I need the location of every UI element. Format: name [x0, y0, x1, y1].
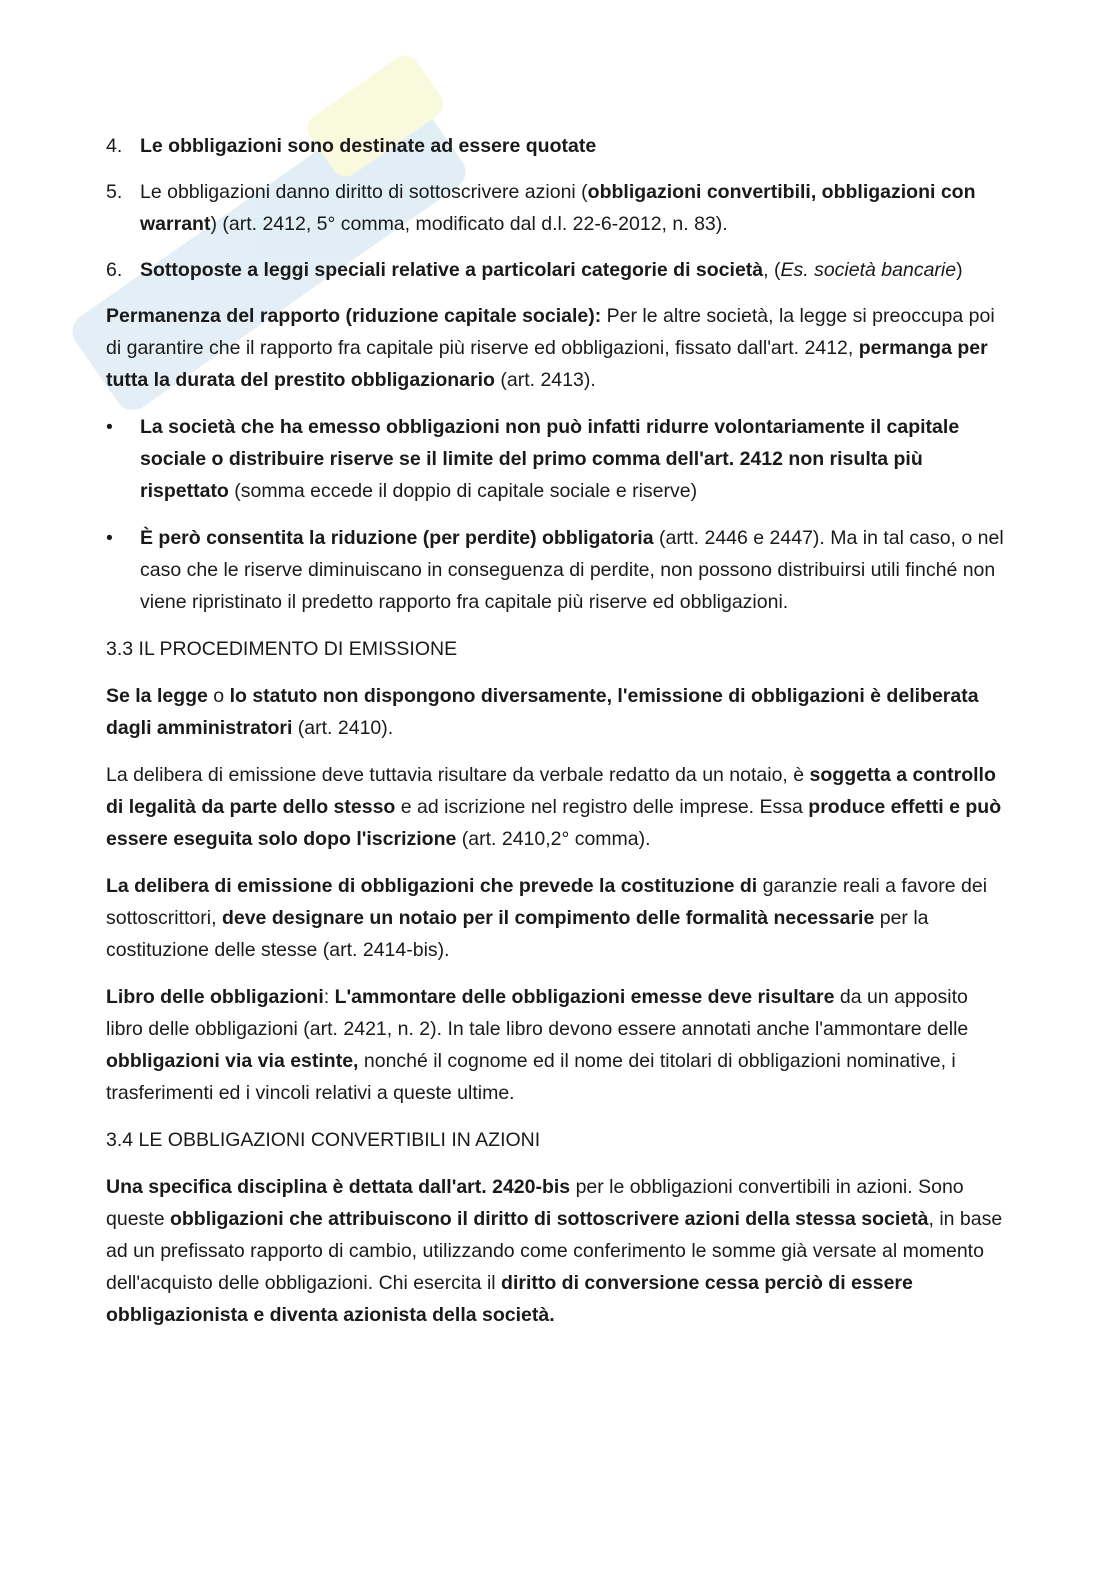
list-number: 6. — [106, 259, 123, 281]
bold-text: Le obbligazioni sono destinate ad essere quotate — [140, 135, 597, 157]
bold-text: La società che ha emesso obbligazioni non può infatti ridurre volontariamente il capitale sociale o distribuire riserve se il limite del primo comma dell'art. 2412 non risulta più rispettato — [140, 416, 960, 502]
bold-text: Permanenza del rapporto (riduzione capitale sociale): — [106, 305, 602, 327]
text-run: e ad iscrizione nel registro delle imprese. Essa — [395, 796, 809, 818]
bold-text: L'ammontare delle obbligazioni emesse deve risultare — [334, 986, 835, 1008]
bold-text: È però consentita la riduzione (per perdite) obbligatoria — [140, 527, 654, 549]
list-item-text — [140, 416, 959, 502]
text-run: , in base ad un prefissato rapporto di cambio, utilizzando come conferimento le somme già versate al momento dell'acquisto delle obbligazioni. Chi esercita il — [106, 1208, 1003, 1294]
section-heading-3-3: 3.3 IL PROCEDIMENTO DI EMISSIONE — [106, 638, 458, 660]
text-run: Le obbligazioni danno diritto di sottoscrivere azioni ( — [140, 181, 588, 203]
paragraph-garanzie — [106, 870, 1006, 966]
text-run: (somma eccede il doppio di capitale sociale e riserve) — [228, 480, 698, 502]
list-item-text — [140, 527, 1004, 613]
text-run: ) (art. 2412, 5° comma, modificato dal d.l. 22-6-2012, n. 83). — [210, 213, 728, 235]
bold-text: La delibera di emissione di obbligazioni che prevede la costituzione di — [106, 875, 758, 897]
paragraph-libro-obbligazioni — [106, 981, 1006, 1109]
list-item — [106, 176, 1006, 240]
bold-text: Libro delle obbligazioni — [106, 986, 324, 1008]
paragraph-convertibili — [106, 1171, 1006, 1331]
bullet-marker: • — [106, 527, 113, 549]
bullet-list — [106, 411, 1006, 618]
bold-text: deve designare un notaio per il compimento delle formalità necessarie — [221, 907, 875, 929]
list-item — [106, 411, 1006, 507]
text-run: La delibera di emissione deve tuttavia risultare da verbale redatto da un notaio, è — [106, 764, 810, 786]
text-run: (art. 2413). — [494, 369, 596, 391]
text-run: per le obbligazioni convertibili in azioni. Sono queste — [106, 1176, 964, 1230]
text-run: o — [207, 685, 230, 707]
document-page — [106, 130, 1006, 1346]
text-run: (art. 2410). — [292, 717, 394, 739]
list-item — [106, 130, 1006, 162]
bold-text: soggetta a controllo di legalità da parte dello stesso — [106, 764, 996, 818]
paragraph-permanenza — [106, 300, 1006, 396]
bold-text: obbligazioni che attribuiscono il diritto di sottoscrivere azioni della stessa società — [169, 1208, 929, 1230]
bold-text: Sottoposte a leggi speciali relative a particolari categorie di società — [140, 259, 764, 281]
bold-text: permanga per tutta la durata del prestito obbligazionario — [106, 337, 988, 391]
bold-text: obbligazioni convertibili, obbligazioni con warrant — [140, 181, 976, 235]
list-number: 5. — [106, 181, 123, 203]
text-run: ) — [956, 259, 963, 281]
list-item — [106, 254, 1006, 286]
text-run: da un apposito libro delle obbligazioni (art. 2421, n. 2). In tale libro devono essere annotati anche l'ammontare delle — [106, 986, 969, 1040]
section-heading-3-4: 3.4 LE OBBLIGAZIONI CONVERTIBILI IN AZIONI — [106, 1129, 541, 1151]
numbered-list — [106, 130, 1006, 286]
bullet-marker: • — [106, 416, 113, 438]
italic-text: Es. società bancarie — [780, 259, 957, 281]
bold-text: diritto di conversione cessa perciò di essere obbligazionista e diventa azionista della società. — [106, 1272, 913, 1326]
text-run: (art. 2410,2° comma). — [456, 828, 651, 850]
text-run: per la costituzione delle stesse (art. 2414-bis). — [106, 907, 929, 961]
bold-text: obbligazioni via via estinte, — [106, 1050, 359, 1072]
list-item-text — [140, 259, 963, 281]
paragraph-delibera — [106, 759, 1006, 855]
list-item — [106, 522, 1006, 618]
bold-text: Se la legge — [106, 685, 208, 707]
text-run: (artt. 2446 e 2447). Ma in tal caso, o nel caso che le riserve diminuiscano in conseguenza di perdite, non possono distribuirsi utili finché non viene ripristinato il predetto rapporto fra capitale più riserve ed obbligazioni. — [140, 527, 1004, 613]
paragraph-emissione — [106, 680, 1006, 744]
text-run: Per le altre società, la legge si preoccupa poi di garantire che il rapporto fra capitale più riserve ed obbligazioni, fissato dall'art. 2412, — [106, 305, 995, 359]
list-item-text — [140, 181, 976, 235]
bold-text: Una specifica disciplina è dettata dall'art. 2420-bis — [106, 1176, 571, 1198]
text-run: nonché il cognome ed il nome dei titolari di obbligazioni nominative, i trasferimenti ed i vincoli relativi a queste ultime. — [106, 1050, 956, 1104]
text-run: : — [323, 986, 335, 1008]
list-number: 4. — [106, 135, 123, 157]
bold-text: lo statuto non dispongono diversamente, l'emissione di obbligazioni è deliberata dagli amministratori — [106, 685, 979, 739]
text-run: , ( — [763, 259, 781, 281]
text-run: garanzie reali a favore dei sottoscrittori, — [106, 875, 988, 929]
list-item-text — [140, 135, 596, 157]
bold-text: produce effetti e può essere eseguita solo dopo l'iscrizione — [106, 796, 1002, 850]
